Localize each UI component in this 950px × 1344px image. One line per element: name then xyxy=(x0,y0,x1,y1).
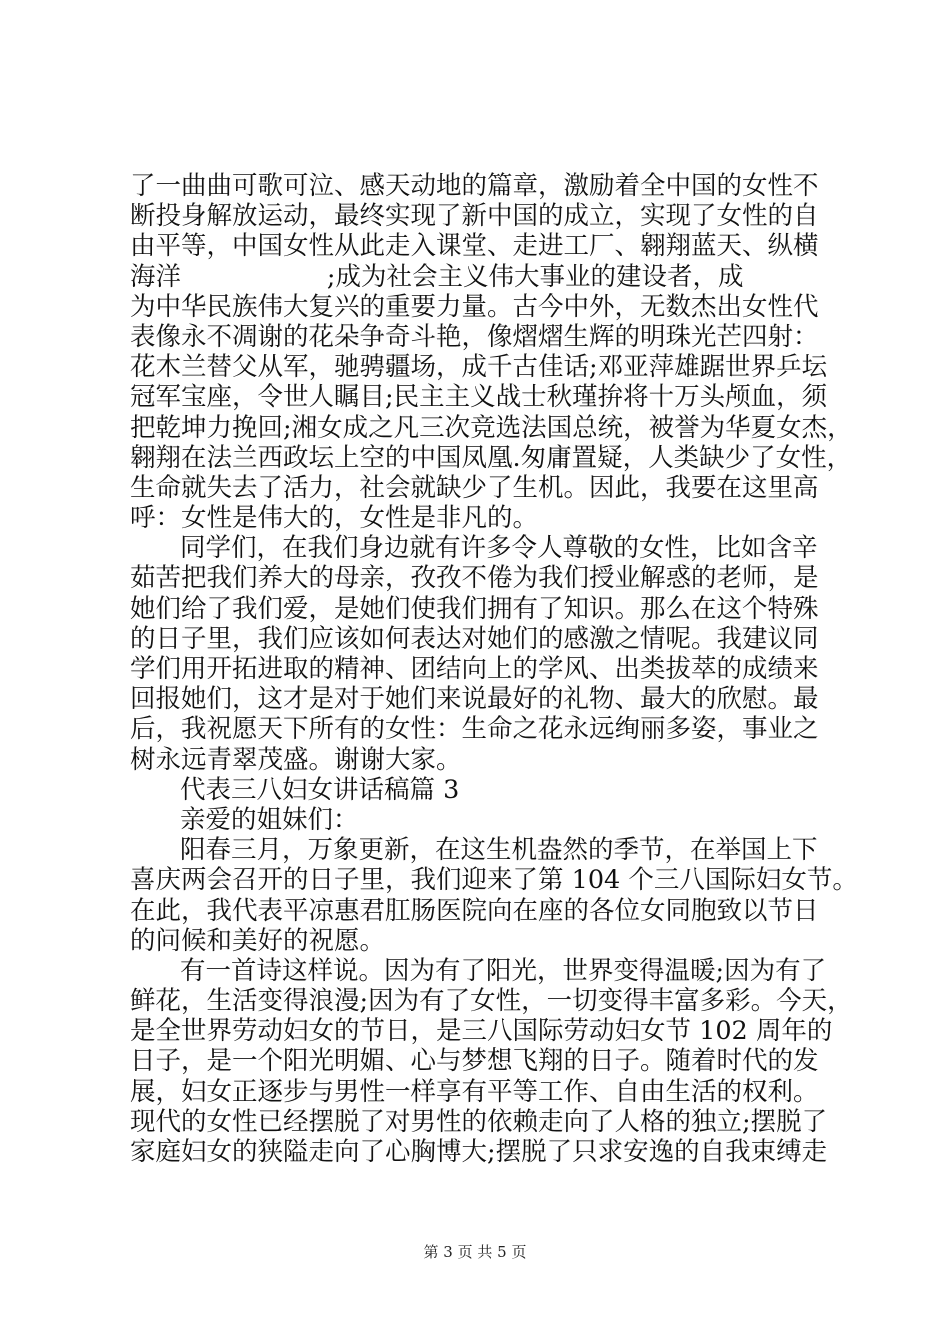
text-line: 阳春三月，万象更新，在这生机盎然的季节，在举国上下 xyxy=(180,835,818,866)
text-line: 现代的女性已经摆脱了对男性的依赖走向了人格的独立;摆脱了 xyxy=(130,1106,828,1137)
text-line: 为中华民族伟大复兴的重要力量。古今中外，无数杰出女性代 xyxy=(130,291,819,322)
text-line: 翱翔在法兰西政坛上空的中国凤凰.匆庸置疑，人类缺少了女性， xyxy=(130,442,853,473)
text-line: 生命就失去了活力，社会就缺少了生机。因此，我要在这里高 xyxy=(130,472,819,503)
text-line: 展，妇女正逐步与男性一样享有平等工作、自由生活的权利。 xyxy=(130,1076,819,1107)
text-line: 表像永不凋谢的花朵争奇斗艳，像熠熠生辉的明珠光芒四射： xyxy=(130,321,819,352)
text-line: 同学们，在我们身边就有许多令人尊敬的女性，比如含辛 xyxy=(180,533,818,564)
text-line: 树永远青翠茂盛。谢谢大家。 xyxy=(130,744,462,775)
text-line: 代表三八妇女讲话稿篇 3 xyxy=(180,774,460,805)
text-line: 鲜花，生活变得浪漫;因为有了女性，一切变得丰富多彩。今天， xyxy=(130,986,853,1017)
text-line: 的日子里，我们应该如何表达对她们的感激之情呢。我建议同 xyxy=(130,623,819,654)
text-line: 喜庆两会召开的日子里，我们迎来了第 104 个三八国际妇女节。 xyxy=(130,865,858,896)
text-line: 家庭妇女的狭隘走向了心胸博大;摆脱了只求安逸的自我束缚走 xyxy=(130,1137,828,1167)
text-line: 学们用开拓进取的精神、团结向上的学风、出类拔萃的成绩来 xyxy=(130,654,819,684)
text-line: 后，我祝愿天下所有的女性：生命之花永远绚丽多姿，事业之 xyxy=(130,714,819,745)
page-footer: 第 3 页 共 5 页 xyxy=(423,1243,527,1261)
body-text xyxy=(130,171,858,1167)
text-line: 在此，我代表平凉惠君肛肠医院向在座的各位女同胞致以节日 xyxy=(130,895,819,926)
text-line: 亲爱的姐妹们： xyxy=(180,804,359,835)
text-line: 有一首诗这样说。因为有了阳光，世界变得温暖;因为有了 xyxy=(180,955,827,986)
text-line: 的问候和美好的祝愿。 xyxy=(130,925,386,956)
text-line: 是全世界劳动妇女的节日，是三八国际劳动妇女节 102 周年的 xyxy=(130,1016,833,1047)
text-line: 了一曲曲可歌可泣、感天动地的篇章，激励着全中国的女性不 xyxy=(130,171,819,201)
text-line: 回报她们，这才是对于她们来说最好的礼物、最大的欣慰。最 xyxy=(130,684,819,715)
text-line: 由平等，中国女性从此走入课堂、走进工厂、翱翔蓝天、纵横 xyxy=(130,231,819,262)
text-line: 茹苦把我们养大的母亲，孜孜不倦为我们授业解惑的老师，是 xyxy=(130,563,819,594)
text-line: 她们给了我们爱，是她们使我们拥有了知识。那么在这个特殊 xyxy=(130,593,819,624)
text-line: 呼：女性是伟大的，女性是非凡的。 xyxy=(130,503,539,534)
text-line: 花木兰替父从军，驰骋疆场，成千古佳话;邓亚萍雄踞世界乒坛 xyxy=(130,352,828,383)
text-line: 冠军宝座，令世人瞩目;民主主义战士秋瑾拚将十万头颅血，须 xyxy=(130,382,828,413)
text-line: 海洋 ;成为社会主义伟大事业的建设者，成 xyxy=(130,261,744,292)
text-line: 日子，是一个阳光明媚、心与梦想飞翔的日子。随着时代的发 xyxy=(130,1046,819,1077)
text-line: 把乾坤力挽回;湘女成之凡三次竞选法国总统，被誉为华夏女杰， xyxy=(130,412,853,443)
text-line: 断投身解放运动，最终实现了新中国的成立，实现了女性的自 xyxy=(130,201,819,232)
